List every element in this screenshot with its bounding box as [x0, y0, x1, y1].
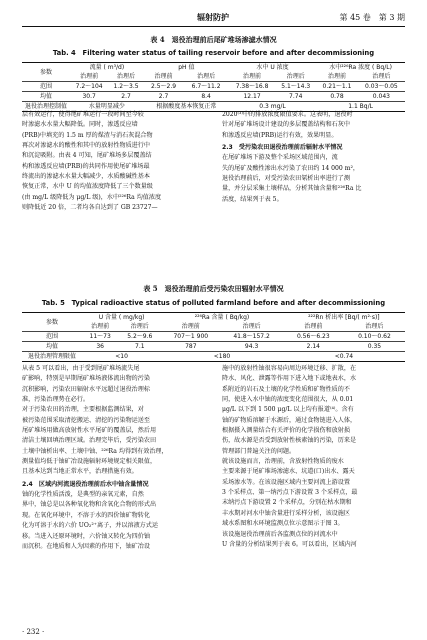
- text-line: 尾矿堆场用做高放射性水平尾矿的覆盖层，然后用: [22, 427, 157, 435]
- text-line: 伤，故水源是否受到放射性核素铀的污染，历来是: [222, 437, 357, 445]
- text-line: 该设施退役治理前后各监测点位的河流水中: [222, 530, 338, 538]
- text-line: 针对尾矿堆场设计建设的多层覆盖结构和石灰中: [222, 121, 350, 129]
- table-row: [22, 342, 405, 352]
- text-line: 在尾矿堆场下游及整个采场区域范围内，流: [222, 154, 338, 162]
- table4-sub-header: 治理后: [197, 73, 216, 80]
- table-cell: 0.78: [330, 93, 344, 100]
- text-line: 就该设施而言，治理前，含放射性物质的废水: [222, 458, 344, 466]
- table-cell: <180: [213, 353, 231, 360]
- text-line: 3 个采样点、第一纳污点下游设置 3 个采样点，最: [222, 489, 358, 497]
- text-line: (PRB)中填充的 1.5 m 厚的煤渣与消石灰混合物: [22, 131, 153, 139]
- text-line: μg/L 以下到 1 500 μg/L 以上均有报道⁽⁴⁾。含有: [222, 406, 354, 414]
- table4-group-header: 水中 U 浓度: [256, 64, 289, 71]
- text-line: U 含量的分析结果列于表 6。可以看出，区域内河: [222, 540, 357, 548]
- table-cell: 7.2～104: [75, 83, 103, 90]
- table4-sub-header: 治理前: [327, 73, 346, 80]
- table-cell: 0.10～0.62: [358, 333, 391, 340]
- row-label: 退役治理管理限值: [27, 353, 76, 360]
- text-line: 则降低近 20 倍，二者均各自达到了 GB 23727—: [22, 204, 158, 212]
- text-line: 再次对渗滤水的酸性和其中的放射性物质进行中: [22, 142, 150, 150]
- table4-sub-header: 治理后: [372, 73, 391, 80]
- text-line: 移。当进入还原环境时，六价铀又转化为四价铀: [22, 532, 150, 540]
- left-column-top: [22, 110, 206, 213]
- table-row: [22, 332, 405, 342]
- table-cell: 12.17: [243, 93, 261, 100]
- table-cell: 2.14: [306, 343, 320, 350]
- table-cell: 0.56～6.23: [296, 333, 330, 340]
- table-cell: 36: [96, 343, 104, 350]
- table5-group-header: ²²⁶Ra 含量 ( Bq/kg): [194, 314, 250, 321]
- text-line: 2020⁽³⁾中的排放浓度限值要求。这表明，退役时: [222, 111, 353, 118]
- running-header: [22, 12, 405, 26]
- text-line: 降水、风化、泄露等作用下进入地下或地表水，水: [222, 375, 357, 383]
- header-rule: [22, 26, 405, 27]
- table-cell: <10: [115, 353, 128, 360]
- text-line: 现。在氧化环境中，不溶于水的四价铀矿物转化: [22, 511, 150, 519]
- table-cell: 7.38～16.8: [235, 83, 269, 90]
- text-line: 施中的放射性铀很容易向周边环境迁移、扩散，在: [222, 365, 357, 372]
- text-line: 被污染范围采取清挖搬运、清挖的污染物运送至: [22, 416, 150, 424]
- table5-sub-header: 治理前: [91, 323, 110, 330]
- table5-param-header: 参数: [22, 313, 82, 332]
- text-line: 矿影响，特别是早期尾矿堆场液体流出物的污染: [22, 375, 150, 383]
- table-cell: 0.35: [367, 343, 382, 350]
- table-cell: 7.1: [135, 343, 145, 350]
- text-line: 构和渗透反应墙(PRB)的共同作用使尾矿堆场最: [22, 162, 150, 170]
- left-column-bottom: [22, 364, 206, 552]
- right-column-bottom: [222, 364, 406, 550]
- text-line: 层有效运行，使得尾矿堆运行一段时间至今较: [22, 111, 144, 118]
- table5-sub-header: 治理前: [181, 323, 200, 330]
- text-line: 准，污染治理势在必行。: [22, 396, 90, 404]
- text-line: 末纳污点下游设置 2 个采样点，分别在枯水期和: [222, 499, 352, 507]
- text-line: 化为可溶于水的六价 UO₂²⁺离子，并以溶液方式运: [22, 522, 158, 530]
- table4-caption-en: Tab. 4 Filtering water status of tailing reservoir before and after decommissioning: [52, 49, 375, 57]
- text-line: 系附近的岩石及土壤的化学性质和矿物性质的不: [222, 385, 350, 393]
- table5-group-header: U 含量 ( mg/kg): [98, 314, 145, 321]
- right-column-top: [222, 110, 406, 205]
- table-cell: 30.7: [82, 93, 96, 100]
- text-line: 土壤中铀析出率、土壤中铀、²²⁶Ra 均得到有效治理，: [22, 447, 168, 455]
- table4-group-header: 水中²²⁶Ra 浓度 ( Bq/L): [329, 64, 392, 71]
- table-cell: 787: [185, 343, 197, 350]
- table-row: [22, 92, 405, 102]
- text-line: 对于污染农田的治理，主要根据监测结果，对: [22, 406, 144, 414]
- text-line: 沉积影响，污染农田辐射水平远超过退役治理标: [22, 385, 150, 393]
- table-cell: 1.1 Bq/L: [348, 103, 373, 110]
- table-row: [22, 352, 405, 362]
- text-line: 终流出的渗滤水水量大幅减少，水质酸碱性基本: [22, 173, 150, 181]
- table5-caption-en: Tab. 5 Typical radioactive status of polluted farmland before and after decommissioning: [41, 299, 386, 307]
- row-label: 均值: [45, 343, 58, 350]
- text-line: 管理部门普遍关注的问题。: [222, 447, 296, 455]
- table5: [22, 312, 405, 362]
- section-heading: 2.4 区域内河流退役治理前后水中铀含量情况: [22, 480, 149, 488]
- table-cell: 0.03～0.05: [365, 83, 398, 90]
- table4-param-header: 参数: [22, 63, 70, 82]
- table4-sub-header: 治理后: [286, 73, 305, 80]
- table-cell: 41.8～157.2: [233, 333, 270, 340]
- row-label: 范围: [39, 83, 52, 90]
- table-cell: 2.7: [158, 93, 169, 100]
- text-line: 恢复正常，水中 U 的均值浓度降低了三个数量级: [22, 183, 153, 191]
- text-line: 退役治理前后，对受污染农田氡析出率进行了测: [222, 175, 350, 183]
- issue-info: 第 45 卷 第 3 期: [339, 13, 405, 22]
- section-heading: 2.3 受污染农田退役治理前后辐射水平情况: [222, 144, 343, 152]
- page-number: · 232 ·: [22, 628, 45, 636]
- text-line: 铀的矿物质溶解于水源后，通过食物链进入人体，: [222, 416, 357, 424]
- text-line: 时渗滤水水量大幅降低。同时，渗透反应墙: [22, 121, 138, 129]
- table-cell: 根据酸度基本恢复正常: [156, 103, 217, 110]
- text-line: 根据摄入测量结合有关评价的化学损伤和放射损: [222, 427, 350, 435]
- row-label: 退役治理控制值: [24, 103, 67, 110]
- table-cell: 7.74: [289, 93, 303, 100]
- table4-sub-header: 治理前: [80, 73, 99, 80]
- table4-sub-header: 治理后: [117, 73, 136, 80]
- text-line: 活度，结果列于表 5。: [222, 195, 283, 203]
- table-cell: 0.3 mg/L: [259, 103, 286, 110]
- table5-caption-cn: 表 5 退役治理前后受污染农田辐射水平情况: [143, 284, 284, 293]
- text-line: 失的尾矿及酸性渗出水污染了农田约 14 000 m²，: [222, 164, 360, 172]
- text-line: (由 mg/L 级降低为 μg/L 级)，水中²²⁶Ra 均值浓度: [22, 193, 162, 201]
- table4-sub-header: 治理前: [243, 73, 262, 80]
- table-cell: 5.2～9.6: [127, 333, 153, 340]
- table-cell: 1.2～3.5: [113, 83, 139, 90]
- table-cell: 0.043: [372, 93, 390, 100]
- text-line: 铀的化学性质活泼，是典型的亲氧元素，自然: [22, 491, 144, 499]
- table-cell: 6.7～11.2: [191, 83, 221, 90]
- text-line: 从表 5 可以看出，由于受到尾矿堆场流失尾: [22, 365, 140, 372]
- text-line: 量，并分层采集土壤样品，分析其铀含量和²²⁶Ra 比: [222, 185, 362, 193]
- table4-sub-header: 治理前: [154, 73, 173, 80]
- text-line: 主要来源于尾矿堆场渗滤水、坑道(口)出水、露天: [222, 468, 355, 476]
- table-row: [22, 82, 405, 92]
- table5-sub-header: 治理后: [130, 323, 149, 330]
- table5-group-header: ²²²Rn 析出率 [Bq/( m²·s)]: [308, 314, 380, 321]
- journal-name: 辐射防护: [197, 12, 229, 22]
- table4: [22, 62, 405, 112]
- text-line: 清洁土壤回填治理区域。治理完毕后，受污染农田: [22, 437, 157, 445]
- table-cell: 8.4: [201, 93, 211, 100]
- text-line: 测量值均低于铀矿冶设施辐射环境规定相关限值，: [22, 458, 157, 466]
- table4-group-header: pH 值: [178, 64, 195, 71]
- table-cell: 2.5～2.9: [151, 83, 177, 90]
- row-label: 均值: [39, 93, 52, 100]
- text-line: 采场渗水等。在该设施区域内主要河流上游设置: [222, 478, 350, 486]
- text-line: 域水系图和水环境监测点位示意图示于图 3。: [222, 520, 344, 528]
- text-line: 且基本达到当地正常水平，治理措施有效。: [22, 468, 138, 476]
- table-cell: <0.74: [334, 353, 354, 360]
- table-cell: 2.7: [121, 93, 131, 100]
- table-cell: 707～1 900: [173, 333, 209, 340]
- row-label: 范围: [45, 333, 58, 340]
- table-cell: 水量明显减少: [88, 103, 125, 110]
- table-cell: 0.21～1.1: [322, 83, 352, 90]
- text-line: 界中，铀总是以各种氧化物和含氧化合物的形式出: [22, 501, 157, 509]
- table4-group-header: 流量 ( m³/d): [89, 64, 125, 71]
- table-cell: 94.3: [244, 343, 259, 350]
- text-line: 而沉积。在地质和人为因素的作用下，铀矿冶设: [22, 542, 150, 550]
- table5-sub-header: 治理后: [242, 323, 261, 330]
- text-line: 和沉淀吸附。由表 4 可知，尾矿堆场多层覆盖结: [22, 152, 152, 160]
- text-line: 和渗透反应墙(PRB)运行有效，效果明显。: [222, 131, 338, 139]
- table-cell: 5.1～14.3: [281, 83, 311, 90]
- text-line: 丰水期对河水中铀含量进行采样分析，该设施区: [222, 509, 350, 517]
- table-cell: 11～73: [89, 333, 111, 340]
- table5-sub-header: 治理前: [304, 323, 323, 330]
- text-line: 同，使进入水中铀的浓度变化范围很大，从 0.01: [222, 396, 354, 404]
- table4-caption-cn: 表 4 退役治理前后尾矿堆场渗滤水情况: [150, 35, 277, 44]
- table5-sub-header: 治理后: [365, 323, 384, 330]
